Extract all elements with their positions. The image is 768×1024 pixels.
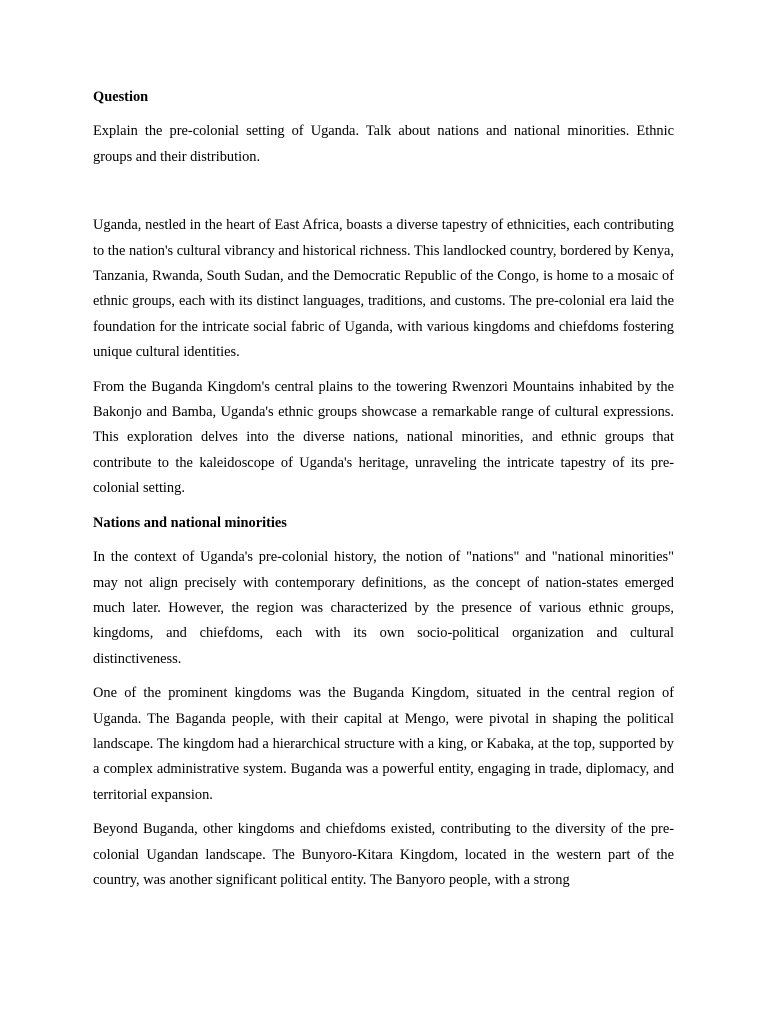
spacer [93, 179, 674, 213]
question-text: Explain the pre-colonial setting of Uganda. Talk about nations and national minorities. Ethnic groups and their distribution. [93, 123, 674, 165]
section-paragraph-1: In the context of Uganda's pre-colonial history, the notion of "nations" and "national minorities" may not align precisely with contemporary definitions, as the concept of nation-states emerged much later. However, the region was characterized by the presence of various ethnic groups, kingdoms, and chiefdoms, each with its own socio-political organization and cultural distinctiveness. [93, 549, 674, 667]
document-page [93, 85, 674, 902]
section-paragraph-3: Beyond Buganda, other kingdoms and chiefdoms existed, contributing to the diversity of the pre-colonial Ugandan landscape. The Bunyoro-Kitara Kingdom, located in the western part of the country, was another significant political entity. The Banyoro people, with a strong [93, 821, 674, 888]
intro-paragraph-2: From the Buganda Kingdom's central plains to the towering Rwenzori Mountains inhabited by the Bakonjo and Bamba, Uganda's ethnic groups showcase a remarkable range of cultural expressions. This exploration delves into the diverse nations, national minorities, and ethnic groups that contribute to the kaleidoscope of Uganda's heritage, unraveling the intricate tapestry of its pre-colonial setting. [93, 378, 674, 497]
intro-paragraph-1: Uganda, nestled in the heart of East Africa, boasts a diverse tapestry of ethnicities, each contributing to the nation's cultural vibrancy and historical richness. This landlocked country, bordered by Kenya, Tanzania, Rwanda, South Sudan, and the Democratic Republic of the Congo, is home to a mosaic of ethnic groups, each with its distinct languages, traditions, and customs. The pre-colonial era laid the foundation for the intricate social fabric of Uganda, with various kingdoms and chiefdoms fostering unique cultural identities. [93, 217, 674, 361]
section-paragraph-2: One of the prominent kingdoms was the Buganda Kingdom, situated in the central region of Uganda. The Baganda people, with their capital at Mengo, were pivotal in shaping the political landscape. The kingdom had a hierarchical structure with a king, or Kabaka, at the top, supported by a complex administrative system. Buganda was a powerful entity, engaging in trade, diplomacy, and territorial expansion. [93, 685, 674, 803]
question-heading: Question [93, 89, 149, 105]
section-heading: Nations and national minorities [93, 514, 287, 531]
